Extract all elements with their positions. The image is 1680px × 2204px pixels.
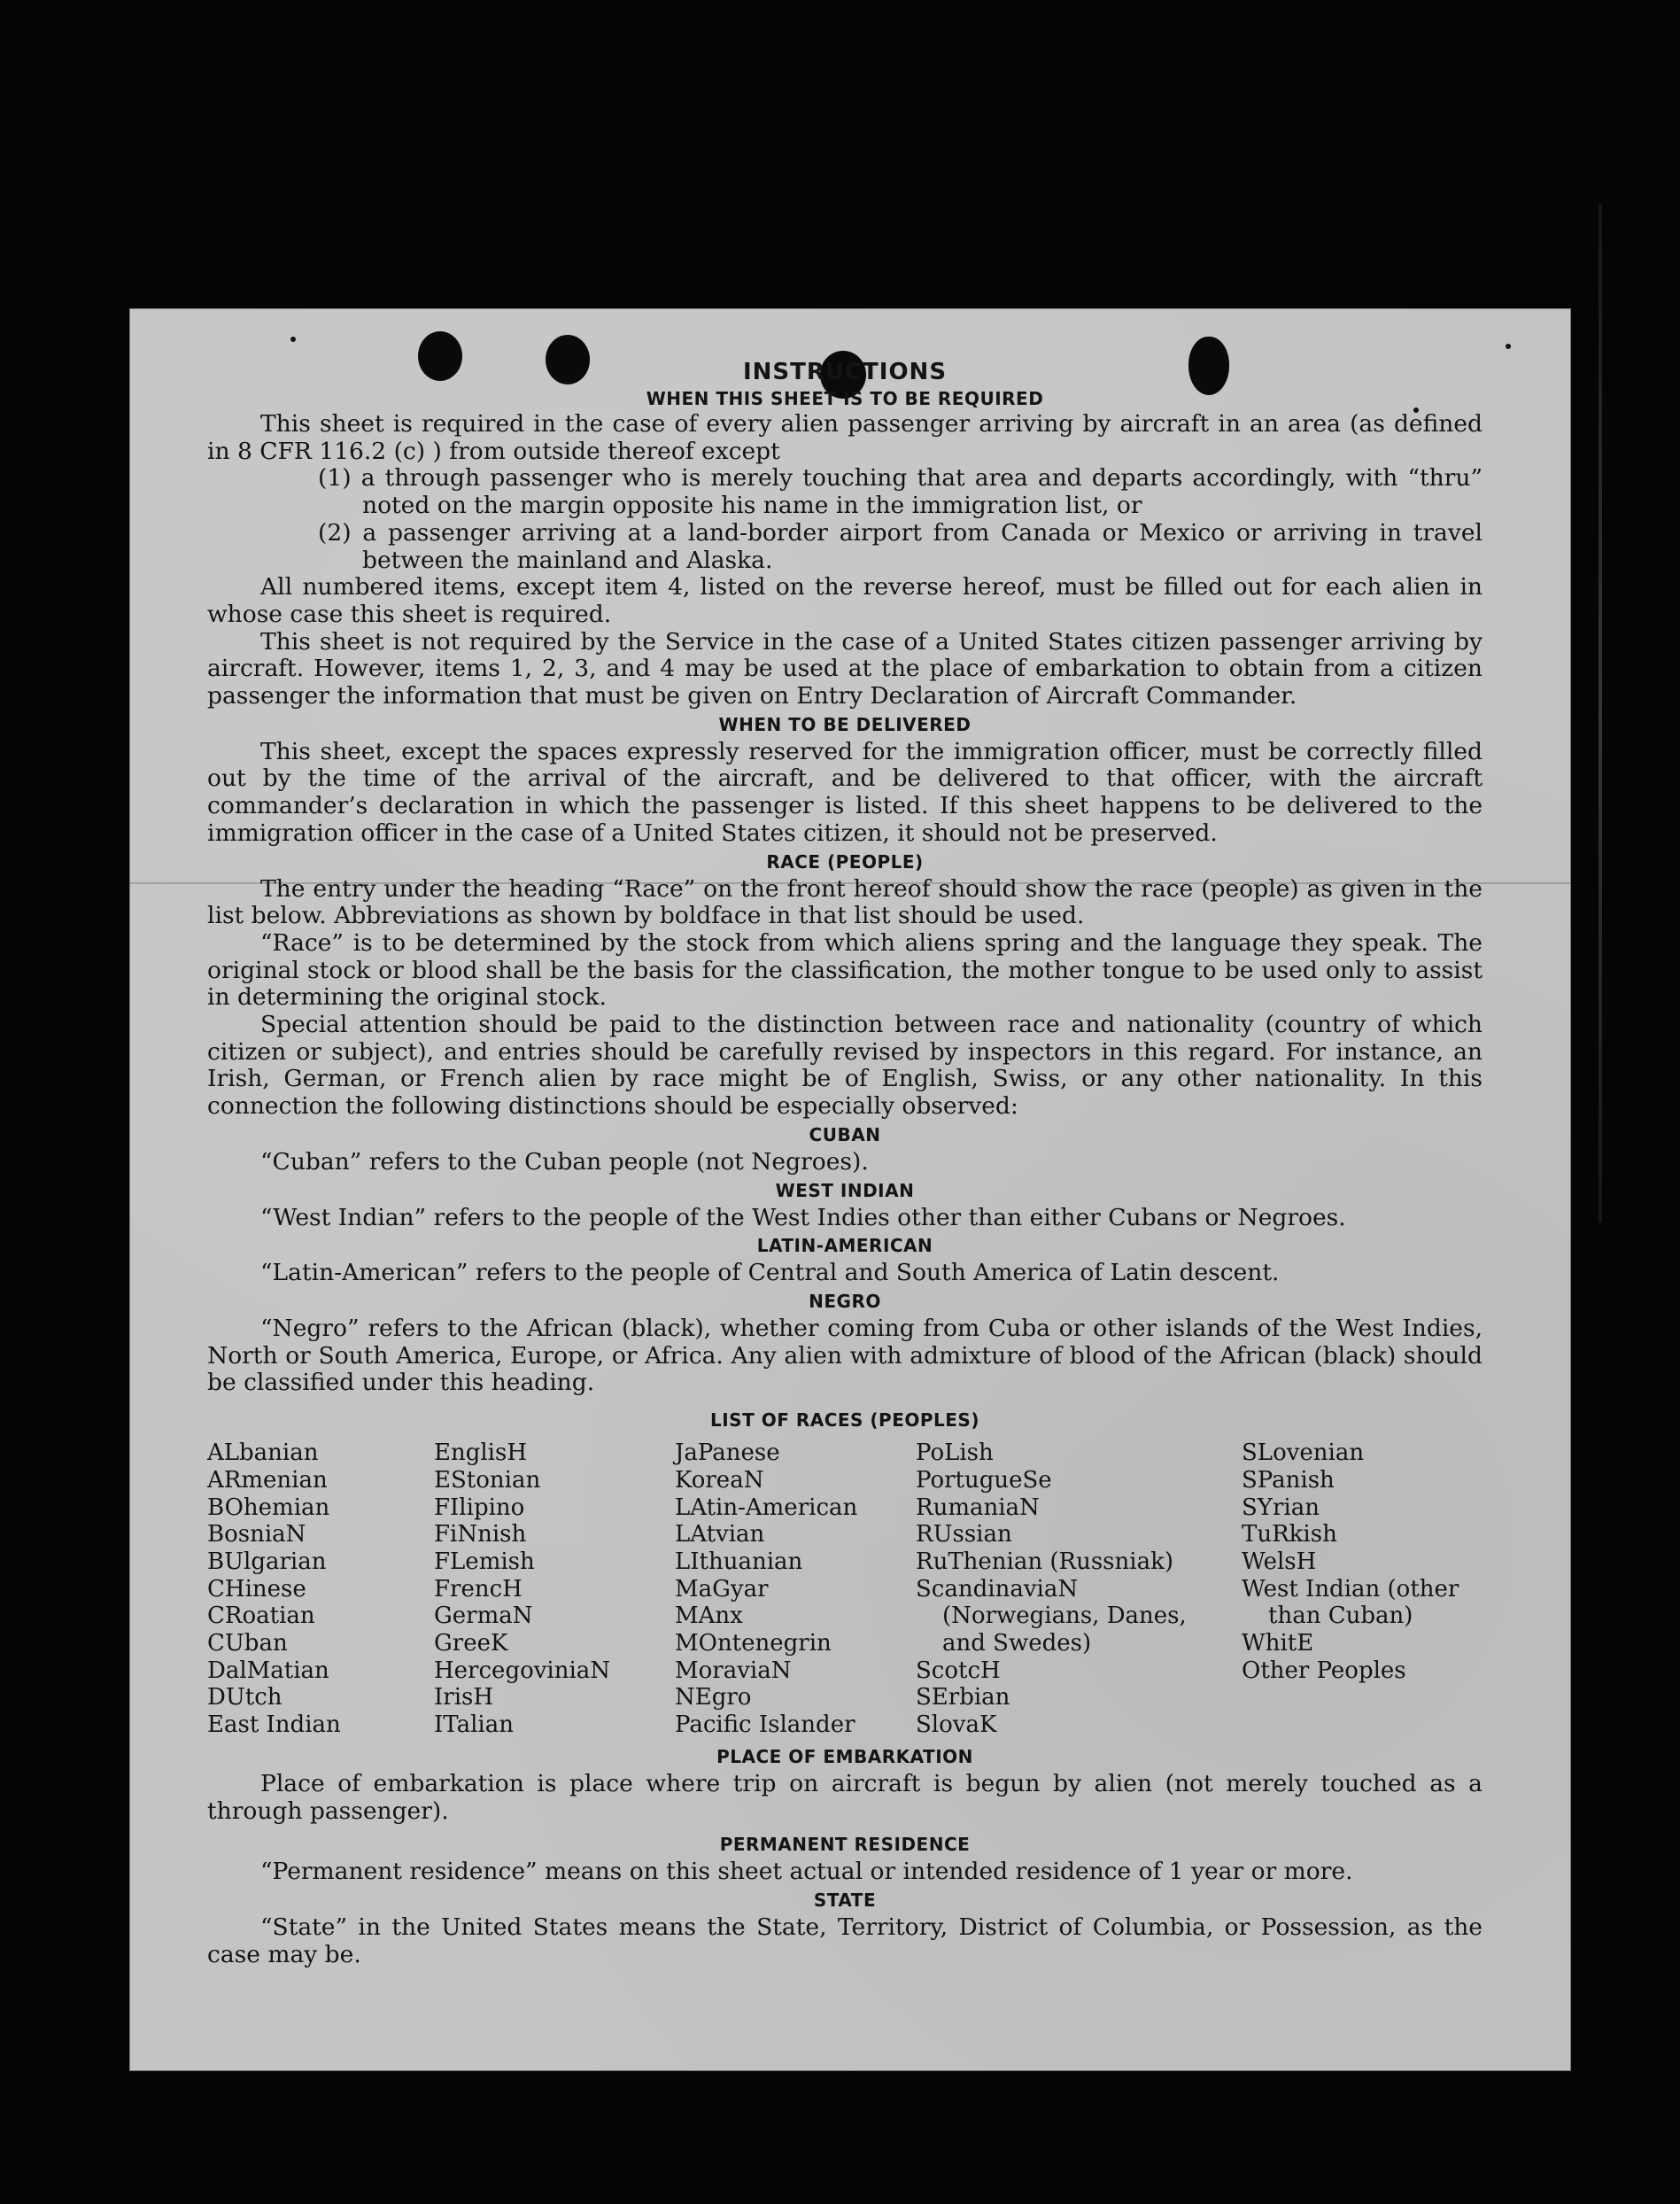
paragraph: This sheet, except the spaces expressly reserved for the immigration officer, must be correctly filled out by the time of the arrival of the aircraft, and be delivered to that officer, with the aircraft commander’s declaration in which the passenger is listed. If this sheet happens to be delivered to the immigration officer in the case of a United States citizen, it should not be preserved. — [207, 737, 1483, 847]
race-entry: Other Peoples — [1242, 1657, 1406, 1684]
race-entry: GreeK — [434, 1630, 508, 1657]
section-heading: PLACE OF EMBARKATION — [716, 1745, 973, 1767]
instructions-content — [207, 358, 1483, 1968]
race-entry: MoraviaN — [675, 1657, 792, 1684]
race-entry: DUtch — [207, 1684, 283, 1711]
document-sheet — [129, 308, 1571, 2071]
race-entry: GermaN — [434, 1603, 533, 1630]
race-entry: West Indian (other than Cuban) — [1242, 1575, 1459, 1630]
section-heading: WHEN THIS SHEET IS TO BE REQUIRED — [646, 388, 1044, 409]
race-entry: IrisH — [434, 1684, 494, 1711]
race-entry: East Indian — [207, 1711, 341, 1739]
race-entry: RumaniaN — [916, 1494, 1040, 1521]
paragraph: “Race” is to be determined by the stock from which aliens spring and the language they speak. The original stock or blood shall be the basis for the classification, the mother tongue to be used only to assist in determining the original stock. — [207, 928, 1483, 1012]
section-heading: CUBAN — [809, 1123, 881, 1145]
paragraph: The entry under the heading “Race” on the front hereof should show the race (people) as given in the list below. Abbreviations as shown by boldface in that list should be used. — [207, 874, 1483, 930]
race-entry: SLovenian — [1242, 1440, 1365, 1467]
section-heading: WHEN TO BE DELIVERED — [718, 713, 972, 735]
race-entry: TuRkish — [1242, 1521, 1337, 1548]
section-heading: RACE (PEOPLE) — [766, 850, 924, 873]
section-heading: LIST OF RACES (PEOPLES) — [710, 1409, 979, 1432]
race-entry: CUban — [207, 1630, 288, 1657]
race-entry: SErbian — [916, 1684, 1010, 1711]
page-title: INSTRUCTIONS — [742, 359, 948, 385]
race-entry: BOhemian — [207, 1494, 330, 1521]
section-heading: PERMANENT RESIDENCE — [719, 1834, 971, 1856]
race-entry: PortugueSe — [916, 1466, 1052, 1494]
race-entry: SlovaK — [916, 1711, 997, 1739]
race-entry: ARmenian — [207, 1466, 328, 1494]
race-entry: ITalian — [434, 1711, 514, 1739]
race-column — [916, 1440, 1242, 1739]
race-entry: RuThenian (Russniak) — [916, 1548, 1173, 1575]
race-entry: FiNnish — [434, 1521, 527, 1548]
race-entry: CHinese — [207, 1575, 306, 1603]
paragraph: “Cuban” refers to the Cuban people (not Negroes). — [260, 1147, 869, 1176]
race-column — [207, 1440, 434, 1739]
race-entry: MAnx — [675, 1603, 743, 1630]
race-entry: PoLish — [916, 1440, 994, 1467]
scan-edge — [1599, 204, 1602, 1222]
paragraph: “West Indian” refers to the people of the West Indies other than either Cubans or Negroes. — [260, 1203, 1346, 1231]
bleed-through-text — [213, 2014, 1489, 2040]
section-heading: WEST INDIAN — [775, 1179, 915, 1201]
race-entry: BUlgarian — [207, 1548, 327, 1575]
race-entry: NEgro — [675, 1684, 752, 1711]
race-column — [675, 1440, 916, 1739]
section-heading: NEGRO — [809, 1290, 881, 1312]
race-entry: WhitE — [1242, 1630, 1314, 1657]
race-entry: LIthuanian — [675, 1548, 803, 1575]
race-entry: FIlipino — [434, 1494, 525, 1521]
race-entry: SYrian — [1242, 1494, 1320, 1521]
paragraph: “State” in the United States means the State, Territory, District of Columbia, or Possession, as the case may be. — [207, 1913, 1483, 1968]
race-entry: ScotcH — [916, 1657, 1001, 1684]
race-entry: WelsH — [1242, 1548, 1317, 1575]
race-entry: SPanish — [1242, 1466, 1335, 1494]
race-entry: FLemish — [434, 1548, 535, 1575]
paragraph: “Latin-American” refers to the people of Central and South America of Latin descent. — [260, 1259, 1280, 1287]
race-entry: EnglisH — [434, 1440, 528, 1467]
race-list — [207, 1440, 1483, 1739]
race-entry: RUssian — [916, 1521, 1012, 1548]
speck — [290, 337, 296, 342]
paragraph: Special attention should be paid to the distinction between race and nationality (country of which citizen or subject), and entries should be carefully revised by inspectors in this regard. For instance, an Irish, German, or French alien by race might be of English, Swiss, or any other nationality. In this connection the following distinctions should be especially observed: — [207, 1011, 1483, 1121]
paragraph: All numbered items, except item 4, listed on the reverse hereof, must be filled out for each alien in whose case this sheet is required. — [207, 573, 1483, 628]
race-entry: MaGyar — [675, 1575, 769, 1603]
paragraph: “Negro” refers to the African (black), whether coming from Cuba or other islands of the West Indies, North or South America, Europe, or Africa. Any alien with admixture of blood of the African (black) should be classified under this heading. — [207, 1314, 1483, 1397]
paragraph: This sheet is not required by the Service in the case of a United States citizen passenger arriving by aircraft. However, items 1, 2, 3, and 4 may be used at the place of embarkation to obtain from a citizen passenger the information that must be given on Entry Declaration of Aircraft Commander. — [207, 627, 1483, 710]
race-entry: EStonian — [434, 1466, 541, 1494]
speck — [1506, 344, 1511, 349]
race-entry: BosniaN — [207, 1521, 306, 1548]
race-entry: DalMatian — [207, 1657, 329, 1684]
race-entry: ScandinaviaN (Norwegians, Danes, and Swedes) — [916, 1575, 1187, 1657]
race-entry: Pacific Islander — [675, 1711, 855, 1739]
race-entry: MOntenegrin — [675, 1630, 832, 1657]
race-entry: FrencH — [434, 1575, 523, 1603]
race-entry: JaPanese — [675, 1440, 780, 1467]
race-entry: LAtin-American — [675, 1494, 858, 1521]
race-column — [434, 1440, 675, 1739]
race-entry: CRoatian — [207, 1603, 315, 1630]
race-entry: KoreaN — [675, 1466, 764, 1494]
race-column — [1242, 1440, 1483, 1739]
paragraph: Place of embarkation is place where trip on aircraft is begun by alien (not merely touched as a through passenger). — [207, 1769, 1483, 1825]
race-entry: LAtvian — [675, 1521, 765, 1548]
list-item: (1) a through passenger who is merely touching that area and departs accordingly, with “thru” noted on the margin opposite his name in the immigration list, or — [318, 464, 1483, 520]
section-heading: LATIN-AMERICAN — [756, 1235, 933, 1257]
section-heading: STATE — [813, 1889, 877, 1911]
list-item: (2) a passenger arriving at a land-border airport from Canada or Mexico or arriving in travel between the mainland and Alaska. — [318, 518, 1483, 574]
race-entry: ALbanian — [207, 1440, 319, 1467]
paragraph: “Permanent residence” means on this sheet actual or intended residence of 1 year or more. — [260, 1858, 1353, 1886]
paragraph: This sheet is required in the case of every alien passenger arriving by aircraft in an area (as defined in 8 CFR 116.2 (c) ) from outside thereof except — [207, 410, 1483, 465]
race-entry: HercegoviniaN — [434, 1657, 611, 1684]
